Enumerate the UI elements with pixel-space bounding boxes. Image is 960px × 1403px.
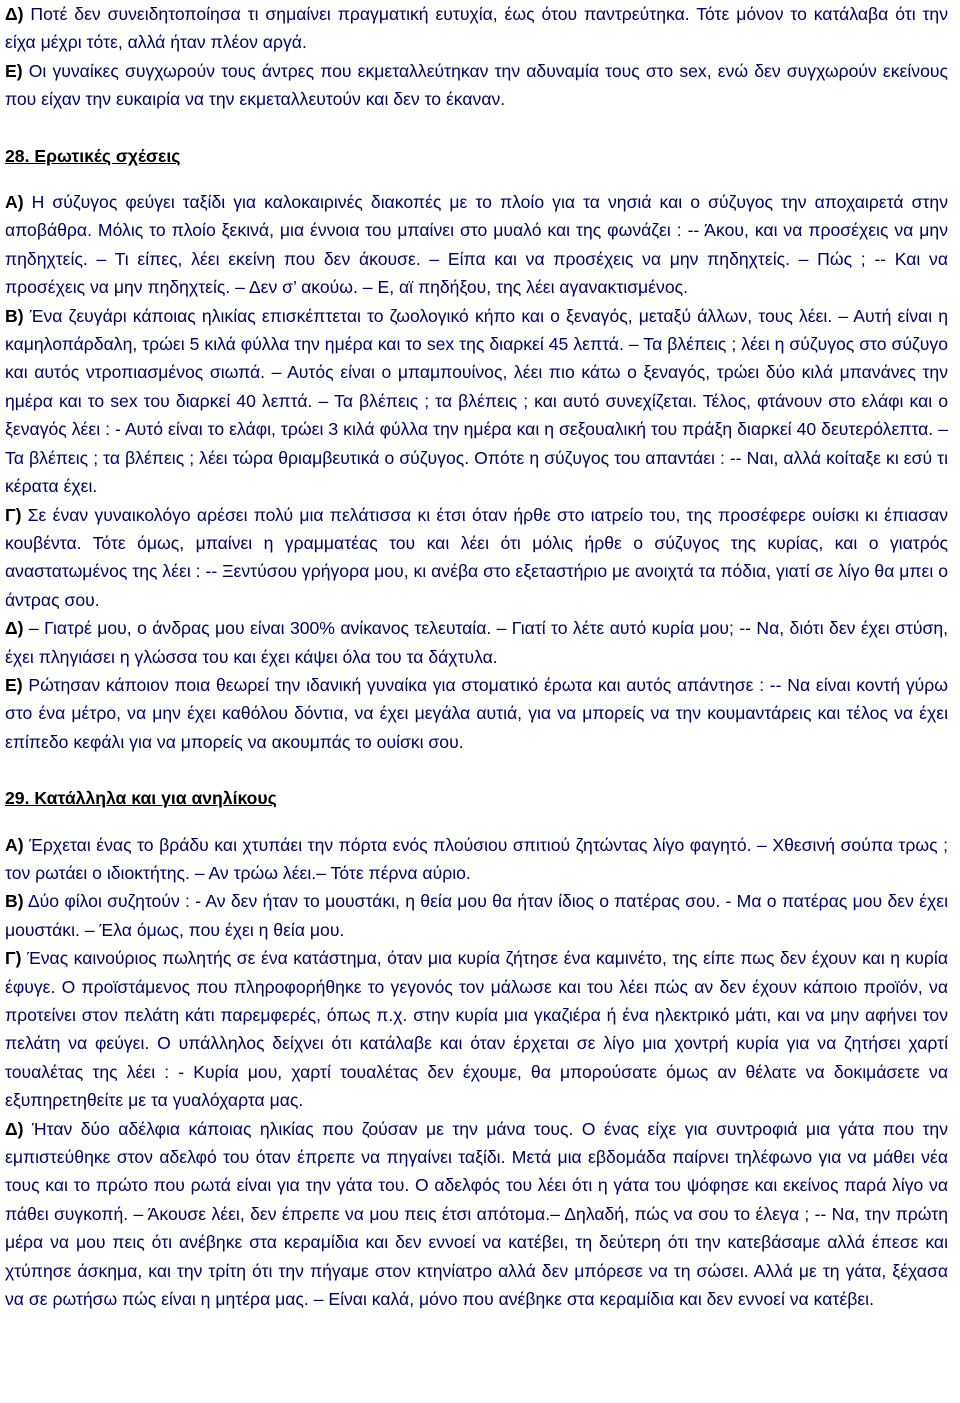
item-label: Α) bbox=[5, 192, 24, 213]
item-label: Γ) bbox=[5, 504, 22, 525]
section-number: 29. bbox=[5, 788, 30, 809]
item-label: Δ) bbox=[5, 4, 24, 24]
item-text: Ένας καινούριος πωλητής σε ένα κατάστημα, όταν μια κυρία ζήτησε ένα καμινέτο, της είπε πως δεν έχουν και η κυρία έφυγε. Ο προϊστάμενος που πληροφορήθηκε το γεγονός τον μάλωσε και του λέει πώς αν δεν έχουν κάποιο προϊόν, να προτείνει στον πελάτη κάτι παρεμφερές, όπως π.χ. στην κυρία μια γκαζιέρα ή ένα ηλεκτρικό μάτι, και να μην αφήνει τον πελάτη να φεύγει. Ο υπάλληλος δείχνει ότι κατάλαβε και όταν έρχεται σε λίγο μια χοντρή κυρία για να ζητήσει χαρτί τουαλέτας της λέει : - Κυρία μου, χαρτί τουαλέτας δεν έχουμε, θα μπορούσατε όμως αν θέλατε να δοκιμάσετε να εξυπηρετηθείτε με τα γυαλόχαρτα μας. bbox=[5, 948, 948, 1111]
item-label: Ε) bbox=[5, 674, 23, 695]
item-text: Δύο φίλοι συζητούν : - Αν δεν ήταν το μουστάκι, η θεία μου θα ήταν ίδιος ο πατέρας σου. - Μα ο πατέρας μου δεν έχει μουστάκι. – Έλα όμως, που έχει η θεία μου. bbox=[5, 891, 948, 940]
item-label: Δ) bbox=[5, 1118, 24, 1139]
joke-paragraph bbox=[5, 1115, 948, 1314]
item-text: Ένα ζευγάρι κάποιας ηλικίας επισκέπτεται το ζωολογικό κήπο και ο ξεναγός, μεταξύ άλλων, τους λέει. – Αυτή είναι η καμηλοπάρδαλη, τρώει 5 κιλά φύλλα την ημέρα και το sex της διαρκεί 45 λεπτά. – Τα βλέπεις ; λέει η σύζυγος στο σύζυγο και αυτός ντροπιασμένος σιωπά. – Αυτός είναι ο μπαμπουίνος, λέει πιο κάτω ο ξεναγός, τρώει δύο κιλά μπανάνες την ημέρα και το sex του διαρκεί 40 λεπτά. – Τα βλέπεις ; τα βλέπεις ; και αυτό συνεχίζεται. Τέλος, φτάνουν στο ελάφι και ο ξεναγός λέει : - Αυτό είναι το ελάφι, τρώει 3 κιλά φύλλα την ημέρα και η σεξουαλική του πράξη διαρκεί 40 δευτερόλεπτα. – Τα βλέπεις ; τα βλέπεις ; λέει τώρα θριαμβευτικά ο σύζυγος. Οπότε η σύζυγος του απαντάει : -- Ναι, αλλά κοίταξε κι εσύ τι κέρατα έχει. bbox=[5, 305, 949, 497]
item-text: Η σύζυγος φεύγει ταξίδι για καλοκαιρινές διακοπές με το πλοίο για τα νησιά και ο σύζυγος την αποχαιρετά στην αποβάθρα. Μόλις το πλοίο ξεκινά, μια έννοια του μπαίνει στο μυαλό και της φωνάζει : -- Άκου, και να προσέχεις να μην πηδηχτείς. – Τι είπες, λέει εκείνη που δεν άκουσε. – Είπα και να προσέχεις να μην πηδηχτείς. – Πώς ; -- Και να προσέχεις να μην πηδηχτείς. – Δεν σ’ ακούω. – Ε, αϊ πηδήξου, της λέει αγανακτισμένος. bbox=[5, 192, 948, 298]
joke-paragraph bbox=[5, 671, 948, 756]
item-label: Δ) bbox=[5, 618, 24, 639]
joke-paragraph bbox=[5, 614, 948, 671]
item-label: Α) bbox=[5, 834, 24, 855]
item-text: Ήταν δύο αδέλφια κάποιας ηλικίας που ζούσαν με την μάνα τους. Ο ένας είχε για συντροφιά μια γάτα που την εμπιστεύθηκε στον αδελφό του όταν έπρεπε να πηγαίνει ταξίδι. Μετά μια εβδομάδα παίρνει τηλέφωνο για να μάθει νέα τους και το πρώτο που ρωτά είναι για την γάτα του. Ο αδελφός του λέει ότι η γάτα του ψόφησε και εκείνος παρά λίγο να πάθει συγκοπή. – Άκουσε λέει, δεν έπρεπε να μου πεις έτσι απότομα.– Δηλαδή, πώς να σου το έλεγα ; -- Να, την πρώτη μέρα να μου πεις ότι ανέβηκε στα κεραμίδια και δεν εννοεί να κατέβει, τη δεύτερη ότι την κατεβάσαμε αλλά έπεσε και χτύπησε άσκημα, και την τρίτη ότι την πήγαμε στον κτηνίατρο αλλά δεν μπόρεσε να τη σώσει. Αλλά με τη γάτα, ξέχασα να σε ρωτήσω πώς είναι η μητέρα μας. – Είναι καλά, μόνο που ανέβηκε στα κεραμίδια και δεν εννοεί να κατέβει. bbox=[5, 1118, 948, 1310]
item-label: Ε) bbox=[5, 60, 23, 81]
item-text: Σε έναν γυναικολόγο αρέσει πολύ μια πελάτισσα κι έτσι όταν ήρθε στο ιατρείο του, της προσέφερε ουίσκι κι έπιασαν κουβέντα. Τότε όμως, μπαίνει η γραμματέας του και λέει ότι μόλις ήρθε ο σύζυγος της κυρίας, και ο γιατρός αναστατωμένος της λέει : -- Ξεντύσου γρήγορα μου, κι ανέβα στο εξεταστήριο με ανοιχτά τα πόδια, γιατί σε λίγο θα μπει ο άντρας σου. bbox=[5, 504, 948, 610]
joke-paragraph bbox=[5, 887, 948, 944]
joke-paragraph bbox=[5, 501, 948, 615]
section-title: Κατάλληλα και για ανηλίκους bbox=[34, 788, 277, 809]
spacer bbox=[5, 114, 948, 142]
spacer bbox=[5, 170, 948, 188]
item-text: Ρώτησαν κάποιον ποια θεωρεί την ιδανική γυναίκα για στοματικό έρωτα και αυτός απάντησε : -- Να είναι κοντή γύρω στο ένα μέτρο, να μην έχει καθόλου δόντια, να έχει μεγάλα αυτιά, για να μπορείς να την κουμαντάρεις και τέλος να έχει επίπεδο κεφάλι για να μπορείς να ακουμπάς το ουίσκι σου. bbox=[5, 674, 948, 752]
item-label: Β) bbox=[5, 891, 24, 912]
section-number: 28. bbox=[5, 145, 30, 166]
joke-paragraph bbox=[5, 831, 948, 888]
section-heading bbox=[5, 142, 948, 170]
item-text: Οι γυναίκες συγχωρούν τους άντρες που εκμεταλλεύτηκαν την αδυναμία τους στο sex, ενώ δεν συγχωρούν εκείνους που είχαν την ευκαιρία να την εκμεταλλευτούν και δεν το έκαναν. bbox=[5, 60, 948, 110]
spacer bbox=[5, 813, 948, 831]
section-title: Ερωτικές σχέσεις bbox=[34, 145, 181, 166]
section-heading bbox=[5, 784, 948, 812]
item-text: – Γιατρέ μου, ο άνδρας μου είναι 300% ανίκανος τελευταία. – Γιατί το λέτε αυτό κυρία μου; -- Να, διότι δεν έχει στύση, έχει πληγιάσει η γλώσσα του και έχει κάψει όλα του τα δάχτυλα. bbox=[5, 618, 949, 667]
joke-paragraph bbox=[5, 57, 948, 114]
item-label: Β) bbox=[5, 305, 24, 326]
spacer bbox=[5, 756, 948, 784]
item-text: Ποτέ δεν συνειδητοποίησα τι σημαίνει πραγματική ευτυχία, έως ότου παντρεύτηκα. Τότε μόνον το κατάλαβα ότι την είχα μέχρι τότε, αλλά ήταν πλέον αργά. bbox=[5, 4, 948, 53]
joke-paragraph bbox=[5, 0, 948, 57]
joke-paragraph bbox=[5, 302, 948, 501]
item-label: Γ) bbox=[5, 948, 22, 969]
item-text: Έρχεται ένας το βράδυ και χτυπάει την πόρτα ενός πλούσιου σπιτιού ζητώντας λίγο φαγητό. – Χθεσινή σούπα τρως ; τον ρωτάει ο ιδιοκτήτης. – Αν τρώω λέει.– Τότε πέρνα αύριο. bbox=[5, 834, 948, 883]
joke-paragraph bbox=[5, 944, 948, 1114]
joke-paragraph bbox=[5, 188, 948, 302]
